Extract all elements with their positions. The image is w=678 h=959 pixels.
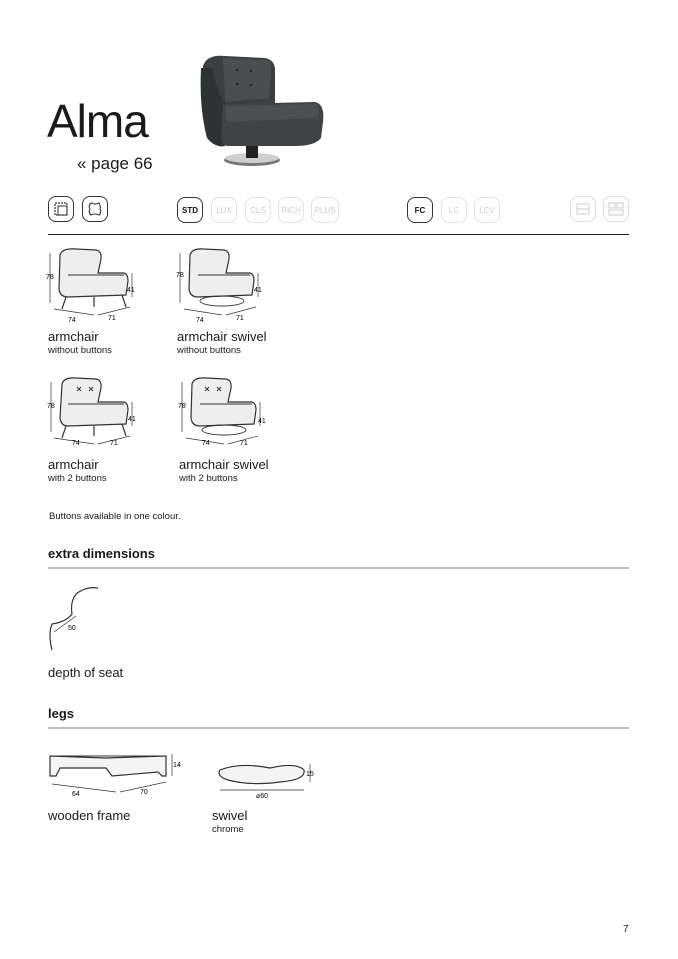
- page-number: 7: [623, 924, 629, 935]
- dim-width: 74: [202, 440, 210, 447]
- dim-seat-height: 41: [127, 287, 135, 294]
- modular-layout-icon[interactable]: [603, 196, 629, 222]
- badge-plus[interactable]: PLUS: [311, 197, 339, 223]
- dim-seat-height: 41: [128, 416, 136, 423]
- armchair-buttons-drawing: [46, 372, 138, 452]
- model-variant: with 2 buttons: [179, 473, 238, 484]
- dim-width: 74: [72, 440, 80, 447]
- dim-width: 74: [196, 317, 204, 323]
- armchair-front-icon[interactable]: [570, 196, 596, 222]
- dim-height: 15: [306, 771, 314, 778]
- leg-finish: chrome: [212, 824, 244, 835]
- badge-lcv[interactable]: LCV: [474, 197, 500, 223]
- section-divider: [48, 567, 629, 569]
- wooden-frame-drawing: [46, 748, 186, 800]
- model-armchair: [48, 330, 112, 356]
- dim-depth: 71: [240, 440, 248, 447]
- depth-of-seat-drawing: [46, 584, 106, 656]
- leg-swivel: [212, 809, 247, 835]
- armchair-swivel-drawing: [174, 243, 266, 323]
- leg-name: wooden frame: [48, 808, 131, 823]
- leg-wooden-frame: [48, 809, 130, 822]
- dim-depth: 70: [140, 789, 148, 796]
- badge-std[interactable]: STD: [177, 197, 203, 223]
- dim-height: 78: [178, 403, 186, 410]
- model-name: armchair swivel: [179, 457, 269, 472]
- badge-cls[interactable]: CLS: [245, 197, 271, 223]
- dim-width: 74: [68, 317, 76, 323]
- dim-depth: 71: [108, 315, 116, 322]
- badge-lux[interactable]: LUX: [211, 197, 237, 223]
- model-name: armchair swivel: [177, 329, 267, 344]
- model-variant: without buttons: [48, 345, 112, 356]
- armchair-drawing: [46, 243, 138, 323]
- fabric-sample-icon[interactable]: [48, 196, 74, 222]
- model-variant: with 2 buttons: [48, 473, 107, 484]
- model-name: armchair: [48, 457, 99, 472]
- dim-height: 78: [176, 272, 184, 279]
- dim-seat-depth: 50: [68, 625, 76, 632]
- leather-hide-icon[interactable]: [82, 196, 108, 222]
- header-divider: [48, 234, 629, 235]
- dim-height: 78: [46, 274, 54, 281]
- dim-seat-height: 41: [258, 418, 266, 425]
- dim-seat-height: 41: [254, 287, 262, 294]
- model-armchair-swivel: [177, 330, 267, 356]
- leg-name: swivel: [212, 808, 248, 823]
- model-name: armchair: [48, 329, 99, 344]
- model-variant: without buttons: [177, 345, 241, 356]
- dim-height: 14: [173, 762, 181, 769]
- depth-of-seat-label: depth of seat: [48, 665, 124, 680]
- section-divider: [48, 727, 629, 729]
- dim-width: 64: [72, 791, 80, 798]
- badge-lc[interactable]: LC: [441, 197, 467, 223]
- swivel-base-drawing: [210, 756, 320, 800]
- dim-depth: 71: [110, 440, 118, 447]
- badge-rich[interactable]: RICH: [278, 197, 304, 223]
- dim-depth: 71: [236, 315, 244, 322]
- armchair-swivel-buttons-drawing: [176, 372, 268, 452]
- buttons-note: Buttons available in one colour.: [49, 511, 181, 522]
- section-heading-extra-dimensions: extra dimensions: [48, 546, 155, 561]
- model-armchair-buttons: [48, 458, 107, 484]
- section-heading-legs: legs: [48, 706, 75, 721]
- model-armchair-swivel-buttons: [179, 458, 269, 484]
- armchair-photo: [195, 48, 330, 173]
- badge-fc[interactable]: FC: [407, 197, 433, 223]
- page-reference-link[interactable]: « page 66: [77, 154, 153, 173]
- dim-height: 78: [47, 403, 55, 410]
- dim-diameter: ⌀60: [256, 793, 269, 800]
- product-title: Alma: [47, 95, 148, 147]
